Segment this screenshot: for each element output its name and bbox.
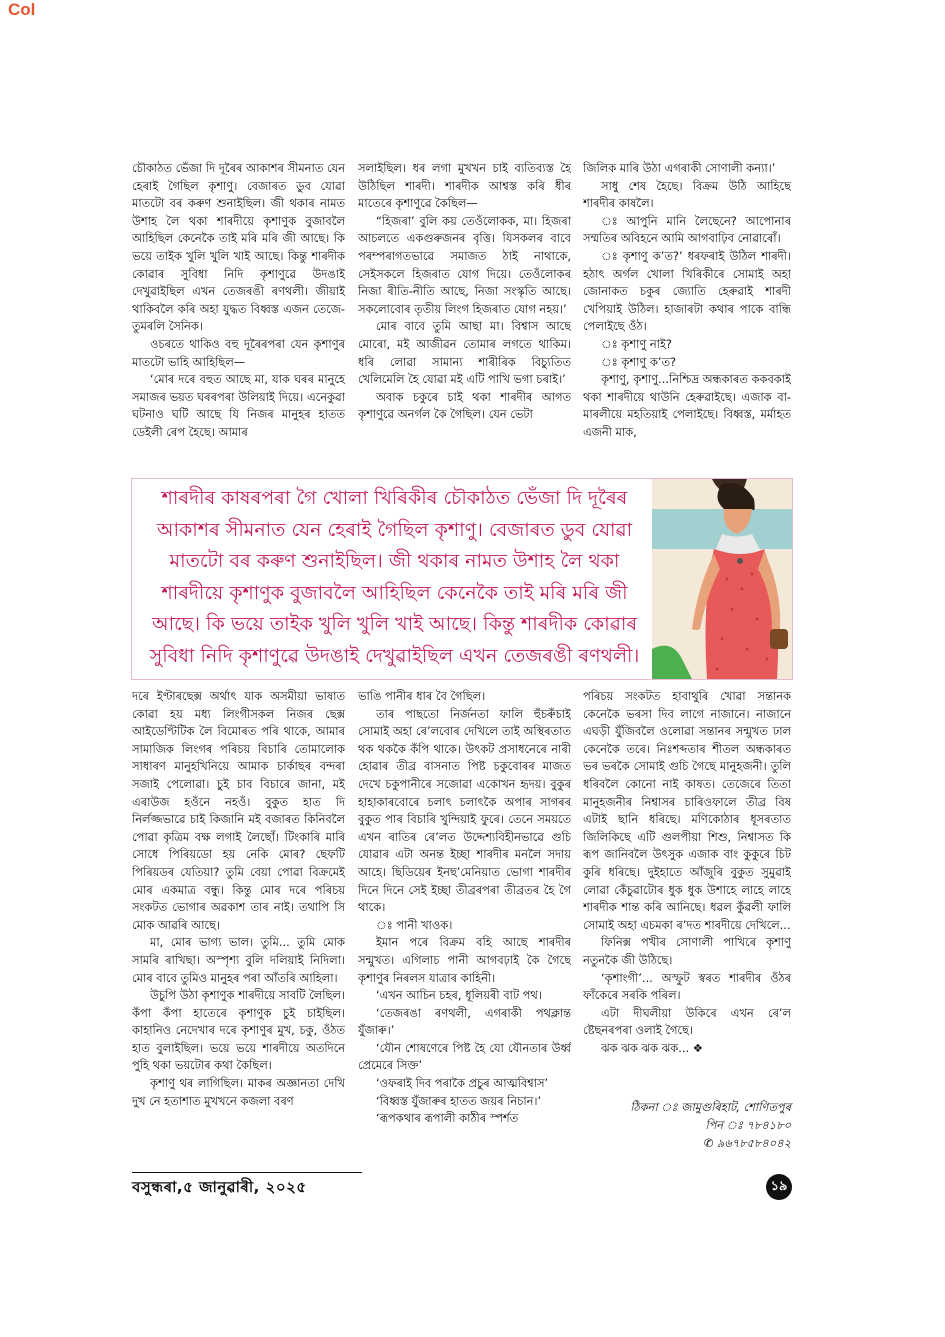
bottom-right-column [583, 688, 791, 1088]
paragraph: জিলিক মাৰি উঠা এগৰাকী সোণালী কন্যা।’ [583, 161, 776, 175]
address-place: ঠিকনা ঃ জামুগুৰিহাট, শোণিতপুৰ [630, 1100, 791, 1114]
top-right-column [583, 160, 791, 470]
paragraph: তাৰ পাছতো নিৰ্জনতা ফালি হুঁচৰুঁচাই সোমাই অহা ৰে’লবোৰ দেখিলে তাই অস্থিৰতাত থক থককৈ কঁপি থাকে। উৎকট প্ৰসাধনেৰে নাৰী হোৱাৰ তীব্ৰ বাসনাত পিষ্ট চকুবোৰৰ মাজত দেখে চকুপানীৰে সজোৱা একোখন হৃদয়। বুকুৰ হাহাকাৰবোৰে চলাৎ চলাৎকৈ অপাৰ সাগৰৰ বুকুত পাৰ বিচাৰি খুন্দিয়াই ফুৰে। তেনে সময়তে এখন ৰাতিৰ ৰে’লত উদ্দেশ্যবিহীনভাৱে গুচি যোৱাৰ এটা অনন্ত ইচ্ছা শাৰদীৰ মনলৈ সদায় আহে। ছিডিয়েৰ ইনছ’মেনিয়াত ভোগা শাৰদীৰ দিনে দিনে সেই ইচ্ছা তীব্ৰৰপৰা তীব্ৰতৰ হৈ গৈ থাকে। [358, 706, 571, 915]
paragraph: ঃ পানী খাওক। [376, 917, 453, 932]
paragraph: কৃশাণু, কৃশাণু...নিশ্চিদ্ৰ অন্ধকাৰত ককবকাই থকা শাৰদীয়ে থাউনি হেৰুৱাইছে। এজাক বা-মাৰলীয়ে মহতিয়াই পেলাইছে। বিধ্বস্ত, মৰ্মাহত এজনী মাক, [583, 372, 791, 439]
paragraph: পৰিচয় সংকটত হাবাথুৰি খোৱা সন্তানক কেনেকৈ ভৰসা দিব লাগে নাজানে। নাজানে এঘড়ী যুঁজিবলৈ ওলোৱা সন্তানৰ সন্মুখত ঢাল কেনেকৈ তৰে। নিঃশব্দতাৰ শীতল অন্ধকাৰত ভৰ ভৰকৈ সোমাই গুচি গৈছে মানুহজনী। তুলি ধৰিবলৈ কোনো নাই কাষত। তেজেৰে তিতা মানুহজনীৰ নিশ্বাসৰ চাৰিওফালে তীব্ৰ বিষ এটাই ছানি ধৰিছে। মণিকোঠাৰ ধূসৰতাত জিলিকিছে এটি গুলপীয়া শিশু, নিশ্বাসত কি ৰূপ জানিবলৈ উৎসুক এজাক বাং কুকুৰে চিট কুৰি ধৰিছে। দুইহাতে আঁজুৰি বুকুত সুমুৱাই লোৱা কেঁচুৱাটোৰ ধুক ধুক উশাহে লাহে লাহে শাৰদীক শান্ত কৰি আনিছে। ধৱল কুঁৱলী ফালি সোমাই অহা এচমকা ৰ’দত শাৰদীয়ে দেখিলে... [583, 689, 791, 932]
bottom-middle-column [358, 688, 571, 1168]
footer-publication-date: বসুন্ধৰা,৫ জানুৱাৰী, ২০২৫ [132, 1178, 307, 1196]
paragraph: ওচৰতে থাকিও বহু দূৰৈৰপৰা যেন কৃশাণুৰ মাতটো ভাহি আহিছিল— [132, 336, 345, 369]
paragraph: ‘এখন আচিন চহৰ, ধূলিয়ৰী বাট পথ। [376, 988, 542, 1003]
paragraph: ‘ওফৰাই দিব পৰাকৈ প্ৰচুৰ আত্মবিশ্বাস’ [376, 1076, 549, 1091]
paragraph: ফিনিক্স পখীৰ সোণালী পাখিৰে কৃশাণু নতুনকৈ জী উঠিছে। [583, 935, 791, 967]
woman-illustration [652, 479, 792, 679]
paragraph: ভাঙি পানীৰ ধাৰ বৈ গৈছিল। [358, 689, 486, 703]
paragraph: সলাইছিল। ধৰ লগা মুখখন চাই ব্যতিব্যস্ত হৈ উঠিছিল শাৰদী। শাৰদীক আশ্বস্ত কৰি ধীৰ মাতেৰে কৃশাণুৱে কৈছিল— [358, 161, 571, 211]
paragraph: মোৰ বাবে তুমি আছা মা। বিশ্বাস আছে মোৰো, মই আজীৱন তোমাৰ লগতে থাকিম। ধৰি লোৱা সামান্য শাৰীৰিক বিচ্যুতিত খেলিমেলি হৈ যোৱা মই এটি পাখি ভগা চৰাই।’ [358, 319, 571, 387]
paragraph: ঃ কৃশাণু নাই? [601, 336, 672, 351]
page-number: ১৯ [766, 1174, 792, 1200]
paragraph: ঃ কৃশাণু ক’ত?’ ধৰফৰাই উঠিল শাৰদী। হঠাৎ অৰ্গল খোলা খিৰিকীৰে সোমাই অহা জোনাকত চকুৰ জ্যোতি হেৰুৱাই শাৰদী খেপিয়াই উঠিল। হাজাৰটা কথাৰ পাকে বান্ধি পেলাইছে ওঁঠ। [583, 248, 791, 334]
footer-rule [132, 1172, 362, 1173]
author-address [583, 1098, 791, 1152]
paragraph: মা, মোৰ ভাগ্য ভাল। তুমি... তুমি মোক সামৰি ৰাখিছা। অস্পৃশ্য বুলি দলিয়াই নিদিলা। মোৰ বাবে তুমিও মানুহৰ পৰা আঁতৰি আহিলা। [132, 935, 345, 985]
paragraph: দৰে ইণ্টাৰছেক্স অৰ্থাৎ যাক অসমীয়া ভাষাত কোৱা হয় মধ্য লিংগীসকল নিজৰ ছেক্স আইডেণ্টিটিক লৈ বিমোৰত পৰি থাকে, আমাৰ সামাজিক লিংগৰ পৰিচয় বিচাৰি তোমালোক সাধাৰণ মানুহখিনিয়ে আমাক চাৰ্কাছৰ বন্দৰা সজাই পেলোৱা। চুই চাব বিচাৰে জানা, মই এৰাউজ হওঁনে নহওঁ। বুকুত হাত দি নিৰ্লজ্জভাৱে চাই কিজানি মই বজাৰত কিনিবলৈ পোৱা কৃত্ৰিম বক্ষ লগাই লৈছোঁ। টিংকাৰি মাৰি সোধে পিৰিয়ডো হয় নেকি মোৰ? ছেফটি পিৰিয়ডৰ যেতিয়া? তুমি বেয়া পোৱা বিক্ৰমেই মোৰ একমাত্ৰ বন্ধু। কিন্তু মোৰ দৰে পৰিচয় সংকটত ভোগাৰ অৱকাশ তাৰ নাই। তথাপি সি মোক আৱৰি আছে। [132, 689, 345, 932]
paragraph: ‘কৃশাংগী’... অস্ফুট স্বৰত শাৰদীৰ ওঁঠৰ ফাঁকেৰে সৰকি পৰিল। [583, 970, 791, 1003]
address-phone: ✆ ৯৬৭৮৫৮৪০৪২ [703, 1136, 791, 1150]
paragraph: ‘যৌন শোষণেৰে পিষ্ট হৈ যো যৌনতাৰ উৰ্ধ্ব প্ৰেমেৰে সিক্ত’ [358, 1040, 571, 1073]
story-end: ঝক ঝক ঝক ঝক... ❖ [601, 1040, 703, 1055]
paragraph: ‘তেজৰঙা ৰণথলী, এগৰাকী পথক্লান্ত যুঁজাৰু।’ [358, 1005, 571, 1038]
address-pin: পিন ঃ ৭৮৪১৮০ [705, 1118, 791, 1132]
paragraph: এটা দীঘলীয়া উকিৰে এখন ৰে’ল ষ্টেছনৰপৰা ওলাই গৈছে। [583, 1005, 791, 1038]
paragraph: ঃ আপুনি মানি লৈছেনে? আপোনাৰ সম্মতিৰ অবিহনে আমি আগবাঢ়িব নোৱাৰোঁ। [583, 213, 791, 246]
corner-col-tag: Col [8, 0, 36, 19]
pull-quote: শাৰদীৰ কাষৰপৰা গৈ খোলা খিৰিকীৰ চৌকাঠত ভেঁজা দি দূৰৈৰ আকাশৰ সীমনাত যেন হেৰাই গৈছিল কৃশাণু। বেজাৰত ডুব যোৱা মাতটো বৰ কৰুণ শুনাইছিল। জী থকাৰ নামত উশাহ লৈ থকা শাৰদীয়ে কৃশাণুক বুজাবলৈ আহিছিল কেনেকৈ তাই মৰি মৰি জী আছে। কি ভয়ে তাইক খুলি খুলি খাই আছে। কিন্তু শাৰদীক কোৱাৰ সুবিধা নিদি কৃশাণুৱে উদঙাই দেখুৱাইছিল এখন তেজৰঙী ৰণথলী। [149, 487, 640, 667]
paragraph: উচুপি উঠা কৃশাণুক শাৰদীয়ে সাবটি লৈছিল। কঁপা কঁপা হাতেৰে কৃশাণুক চুই চাইছিল। কাহানিও নেদেখাৰ দৰে কৃশাণুৰ মুখ, চকু, ওঁঠত হাত বুলাইছিল। ভয়ে ভয়ে শাৰদীয়ে অতদিনে পুহি থকা ভয়টোৰ কথা কৈছিল। [132, 988, 345, 1073]
paragraph: অবাক চকুৰে চাই থকা শাৰদীৰ আগত কৃশাণুৱে অনৰ্গল কৈ গৈছিল। যেন ভেটা [358, 389, 571, 422]
pull-quote-box [131, 478, 793, 680]
paragraph: ঃ কৃশাণু ক’ত? [601, 354, 677, 369]
top-left-column [132, 160, 345, 470]
paragraph: চৌকাঠত ভেঁজা দি দূৰৈৰ আকাশৰ সীমনাত যেন হেৰাই গৈছিল কৃশাণু। বেজাৰত ডুব যোৱা মাতটো বৰ কৰুণ শুনাইছিল। জী থকাৰ নামত উশাহ লৈ থকা শাৰদীয়ে কৃশাণুক বুজাবলৈ আহিছিল কেনেকৈ তাই মৰি মৰি জী আছে। কি ভয়ে তাইক খুলি খুলি খাই আছে। কিন্তু শাৰদীক কোৱাৰ সুবিধা নিদি কৃশাণুৱে উদঙাই দেখুৱাইছিল এখন তেজৰঙী ৰণথলী। জীয়াই থাকিবলৈ কৰি অহা যুদ্ধত বিধ্বস্ত এজন তেজে-তুমৰলি সৈনিক। [132, 161, 345, 334]
paragraph: ‘বিধ্বস্ত যুঁজাৰুৰ হাতত জয়ৰ নিচান।’ [376, 1093, 542, 1108]
paragraph: কৃশাণু থৰ লাগিছিল। মাকৰ অজ্ঞানতা দেখি দুখ নে হতাশাত মুখখনে কজলা বৰণ [132, 1076, 345, 1108]
paragraph: ‘ৰূপকথাৰ ৰূপালী কাঠীৰ স্পৰ্শত [376, 1111, 519, 1126]
bottom-left-column [132, 688, 345, 1168]
paragraph: ‘মোৰ দৰে বহুত আছে মা, যাক ঘৰৰ মানুহে সমাজৰ ভয়ত ঘৰৰপৰা উলিয়াই দিয়ে। এনেকুৱা ঘটনাও ঘটি আছে যি নিজৰ মানুহৰ হাতত ডেইলী ৰেপ হৈছে। আমাৰ [132, 372, 345, 439]
top-middle-column [358, 160, 571, 470]
paragraph: “হিজৰা’ বুলি কয় তেওঁলোকক, মা। হিজৰা আচলতে একগুৰুজনৰ বৃত্তি। যিসকলৰ বাবে পৰম্পৰাগতভাৱে সমাজত ঠাই নাথাকে, সেইসকলে হিজৰাত যোগ দিয়ে। তেওঁলোকৰ নিজা ৰীতি-নীতি আছে, নিজা সংস্কৃতি আছে। সকলোবোৰ তৃতীয় লিংগ হিজৰাত যোগ নহয়।’ [358, 213, 571, 316]
paragraph: সাধু শেষ হৈছে। বিক্ৰম উঠি আহিছে শাৰদীৰ কাষলৈ। [583, 178, 791, 211]
paragraph: ইমান পৰে বিক্ৰম বহি আছে শাৰদীৰ সন্মুখত। এগিলাচ পানী আগবঢ়াই কৈ গৈছে কৃশাণুৰ নিৰলস যাত্ৰাৰ কাহিনী। [358, 935, 571, 985]
